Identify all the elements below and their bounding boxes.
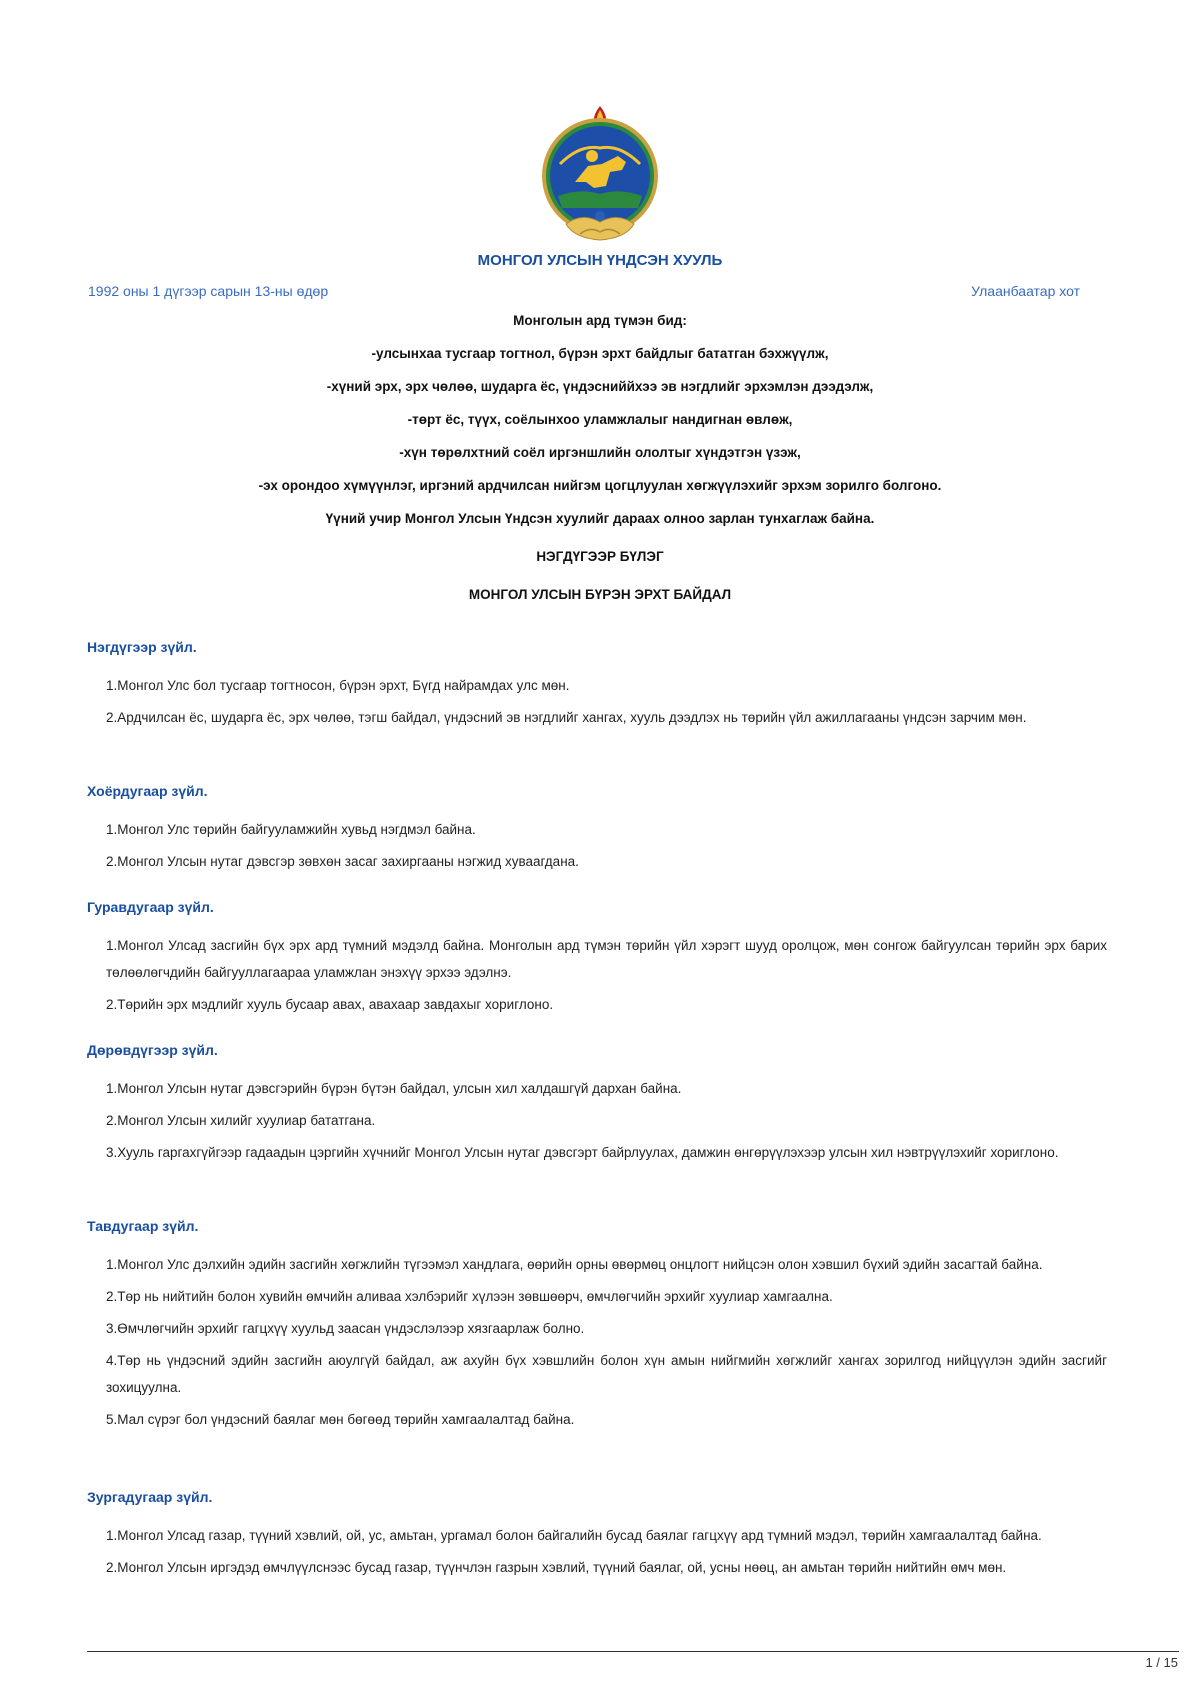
article-1 [87, 638, 1107, 736]
article-3 [87, 898, 1107, 1023]
preamble-line: -эх орондоо хүмүүнлэг, иргэний ардчилсан нийгэм цогцлуулан хөгжүүлэхийг эрхэм зорилго болгоно. [258, 478, 942, 493]
page-number: 1 / 15 [1145, 1655, 1178, 1670]
document-date: 1992 оны 1 дүгээр сарын 13-ны өдөр [88, 283, 329, 299]
document-place: Улаанбаатар хот [971, 283, 1080, 299]
article-title: Тавдугаар зүйл. [87, 1218, 199, 1234]
preamble-line: -хүний эрх, эрх чөлөө, шударга ёс, үндэсниййхээ эв нэгдлийг эрхэмлэн дээдэлж, [326, 379, 874, 394]
article-paragraph: 1.Монгол Улсад засгийн бүх эрх ард түмний мэдэлд байна. Монголын ард түмэн төрийн үйл хэрэгт шууд оролцож, мөн сонгож байгуулсан төрийн эрх барих төлөөлөгчдийн байгууллагаараа уламжлан энэхүү эрхээ эдэлнэ. [106, 938, 1107, 980]
article-paragraph: 2.Төр нь нийтийн болон хувийн өмчийн аливаа хэлбэрийг хүлээн зөвшөөрч, өмчлөгчийн эрхийг хуулиар хамгаална. [106, 1289, 833, 1304]
article-2 [87, 782, 1107, 880]
article-title: Нэгдүгээр зүйл. [87, 639, 197, 655]
article-6 [87, 1488, 1107, 1586]
chapter-title: МОНГОЛ УЛСЫН БҮРЭН ЭРХТ БАЙДАЛ [468, 587, 732, 602]
preamble-line: -төрт ёс, түүх, соёлынхоо уламжлалыг нандигнан өвлөж, [407, 412, 793, 427]
preamble-line: -улсынхаа тусгаар тогтнол, бүрэн эрхт байдлыг бататган бэхжүүлж, [371, 346, 829, 361]
article-paragraph: 2.Төрийн эрх мэдлийг хууль бусаар авах, авахаар завдахыг хориглоно. [106, 997, 554, 1012]
document-title: МОНГОЛ УЛСЫН ҮНДСЭН ХУУЛЬ [477, 252, 723, 269]
chapter-number: НЭГДҮГЭЭР БҮЛЭГ [536, 549, 664, 564]
article-paragraph: 1.Монгол Улс дэлхийн эдийн засгийн хөгжлийн түгээмэл хандлага, өөрийн орны өвөрмөц онцлогт нийцсэн олон хэвшил бүхий эдийн засагтай байна. [106, 1257, 1043, 1272]
article-paragraph: 2.Монгол Улсын хилийг хуулиар бататгана. [106, 1113, 376, 1128]
preamble-line: Монголын ард түмэн бид: [513, 313, 687, 328]
article-paragraph: 4.Төр нь үндэсний эдийн засгийн аюулгүй байдал, аж ахуйн бүх хэвшлийн болон хүн амын нийгмийн хөгжлийг хангах зорилгод нийцүүлэн эдийн засгийг зохицуулна. [106, 1353, 1107, 1395]
preamble-line: Үүний учир Монгол Улсын Үндсэн хуулийг дараах олноо зарлан тунхаглаж байна. [325, 511, 875, 526]
article-paragraph: 1.Монгол Улсын нутаг дэвсгэрийн бүрэн бүтэн байдал, улсын хил халдашгүй дархан байна. [106, 1081, 682, 1096]
article-title: Хоёрдугаар зүйл. [87, 783, 208, 799]
article-title: Дөрөвдүгээр зүйл. [87, 1042, 218, 1058]
article-paragraph: 1.Монгол Улс төрийн байгууламжийн хувьд нэгдмэл байна. [106, 822, 476, 837]
article-paragraph: 1.Монгол Улсад газар, түүний хэвлий, ой, ус, амьтан, ургамал болон байгалийн бусад баялаг гагцхүү ард түмний мэдэл, төрийн хамгаалалтад байна. [106, 1528, 1042, 1543]
footer-divider [87, 1651, 1179, 1652]
article-paragraph: 2.Монгол Улсын иргэдэд өмчлүүлснээс бусад газар, түүнчлэн газрын хэвлий, түүний баялаг, ой, усны нөөц, ан амьтан төрийн нийтийн өмч мөн. [106, 1560, 1007, 1575]
article-title: Гуравдугаар зүйл. [87, 899, 214, 915]
article-paragraph: 2.Монгол Улсын нутаг дэвсгэр зөвхөн засаг захиргааны нэгжид хуваагдана. [106, 854, 579, 869]
article-paragraph: 3.Хууль гаргахгүйгээр гадаадын цэргийн хүчнийг Монгол Улсын нутаг дэвсгэрт байрлуулах, дамжин өнгөрүүлэхээр улсын хил нэвтрүүлэхийг хориглоно. [106, 1145, 1059, 1160]
article-paragraph: 2.Ардчилсан ёс, шударга ёс, эрх чөлөө, тэгш байдал, үндэсний эв нэгдлийг хангах, хууль дээдлэх нь төрийн үйл ажиллагааны үндсэн зарчим мөн. [106, 710, 1027, 725]
article-5 [87, 1217, 1107, 1438]
state-emblem-icon [530, 104, 670, 252]
article-paragraph: 1.Монгол Улс бол тусгаар тогтносон, бүрэн эрхт, Бүгд найрамдах улс мөн. [106, 678, 570, 693]
preamble-line: -хүн төрөлхтний соёл иргэншлийн ололтыг хүндэтгэн үзэж, [399, 445, 801, 460]
preamble [80, 311, 1120, 542]
article-paragraph: 5.Мал сүрэг бол үндэсний баялаг мөн бөгөөд төрийн хамгаалалтад байна. [106, 1412, 575, 1427]
article-paragraph: 3.Өмчлөгчийн эрхийг гагцхүү хуульд заасан үндэслэлээр хязгаарлаж болно. [106, 1321, 585, 1336]
article-title: Зургадугаар зүйл. [87, 1489, 213, 1505]
article-4 [87, 1041, 1107, 1171]
